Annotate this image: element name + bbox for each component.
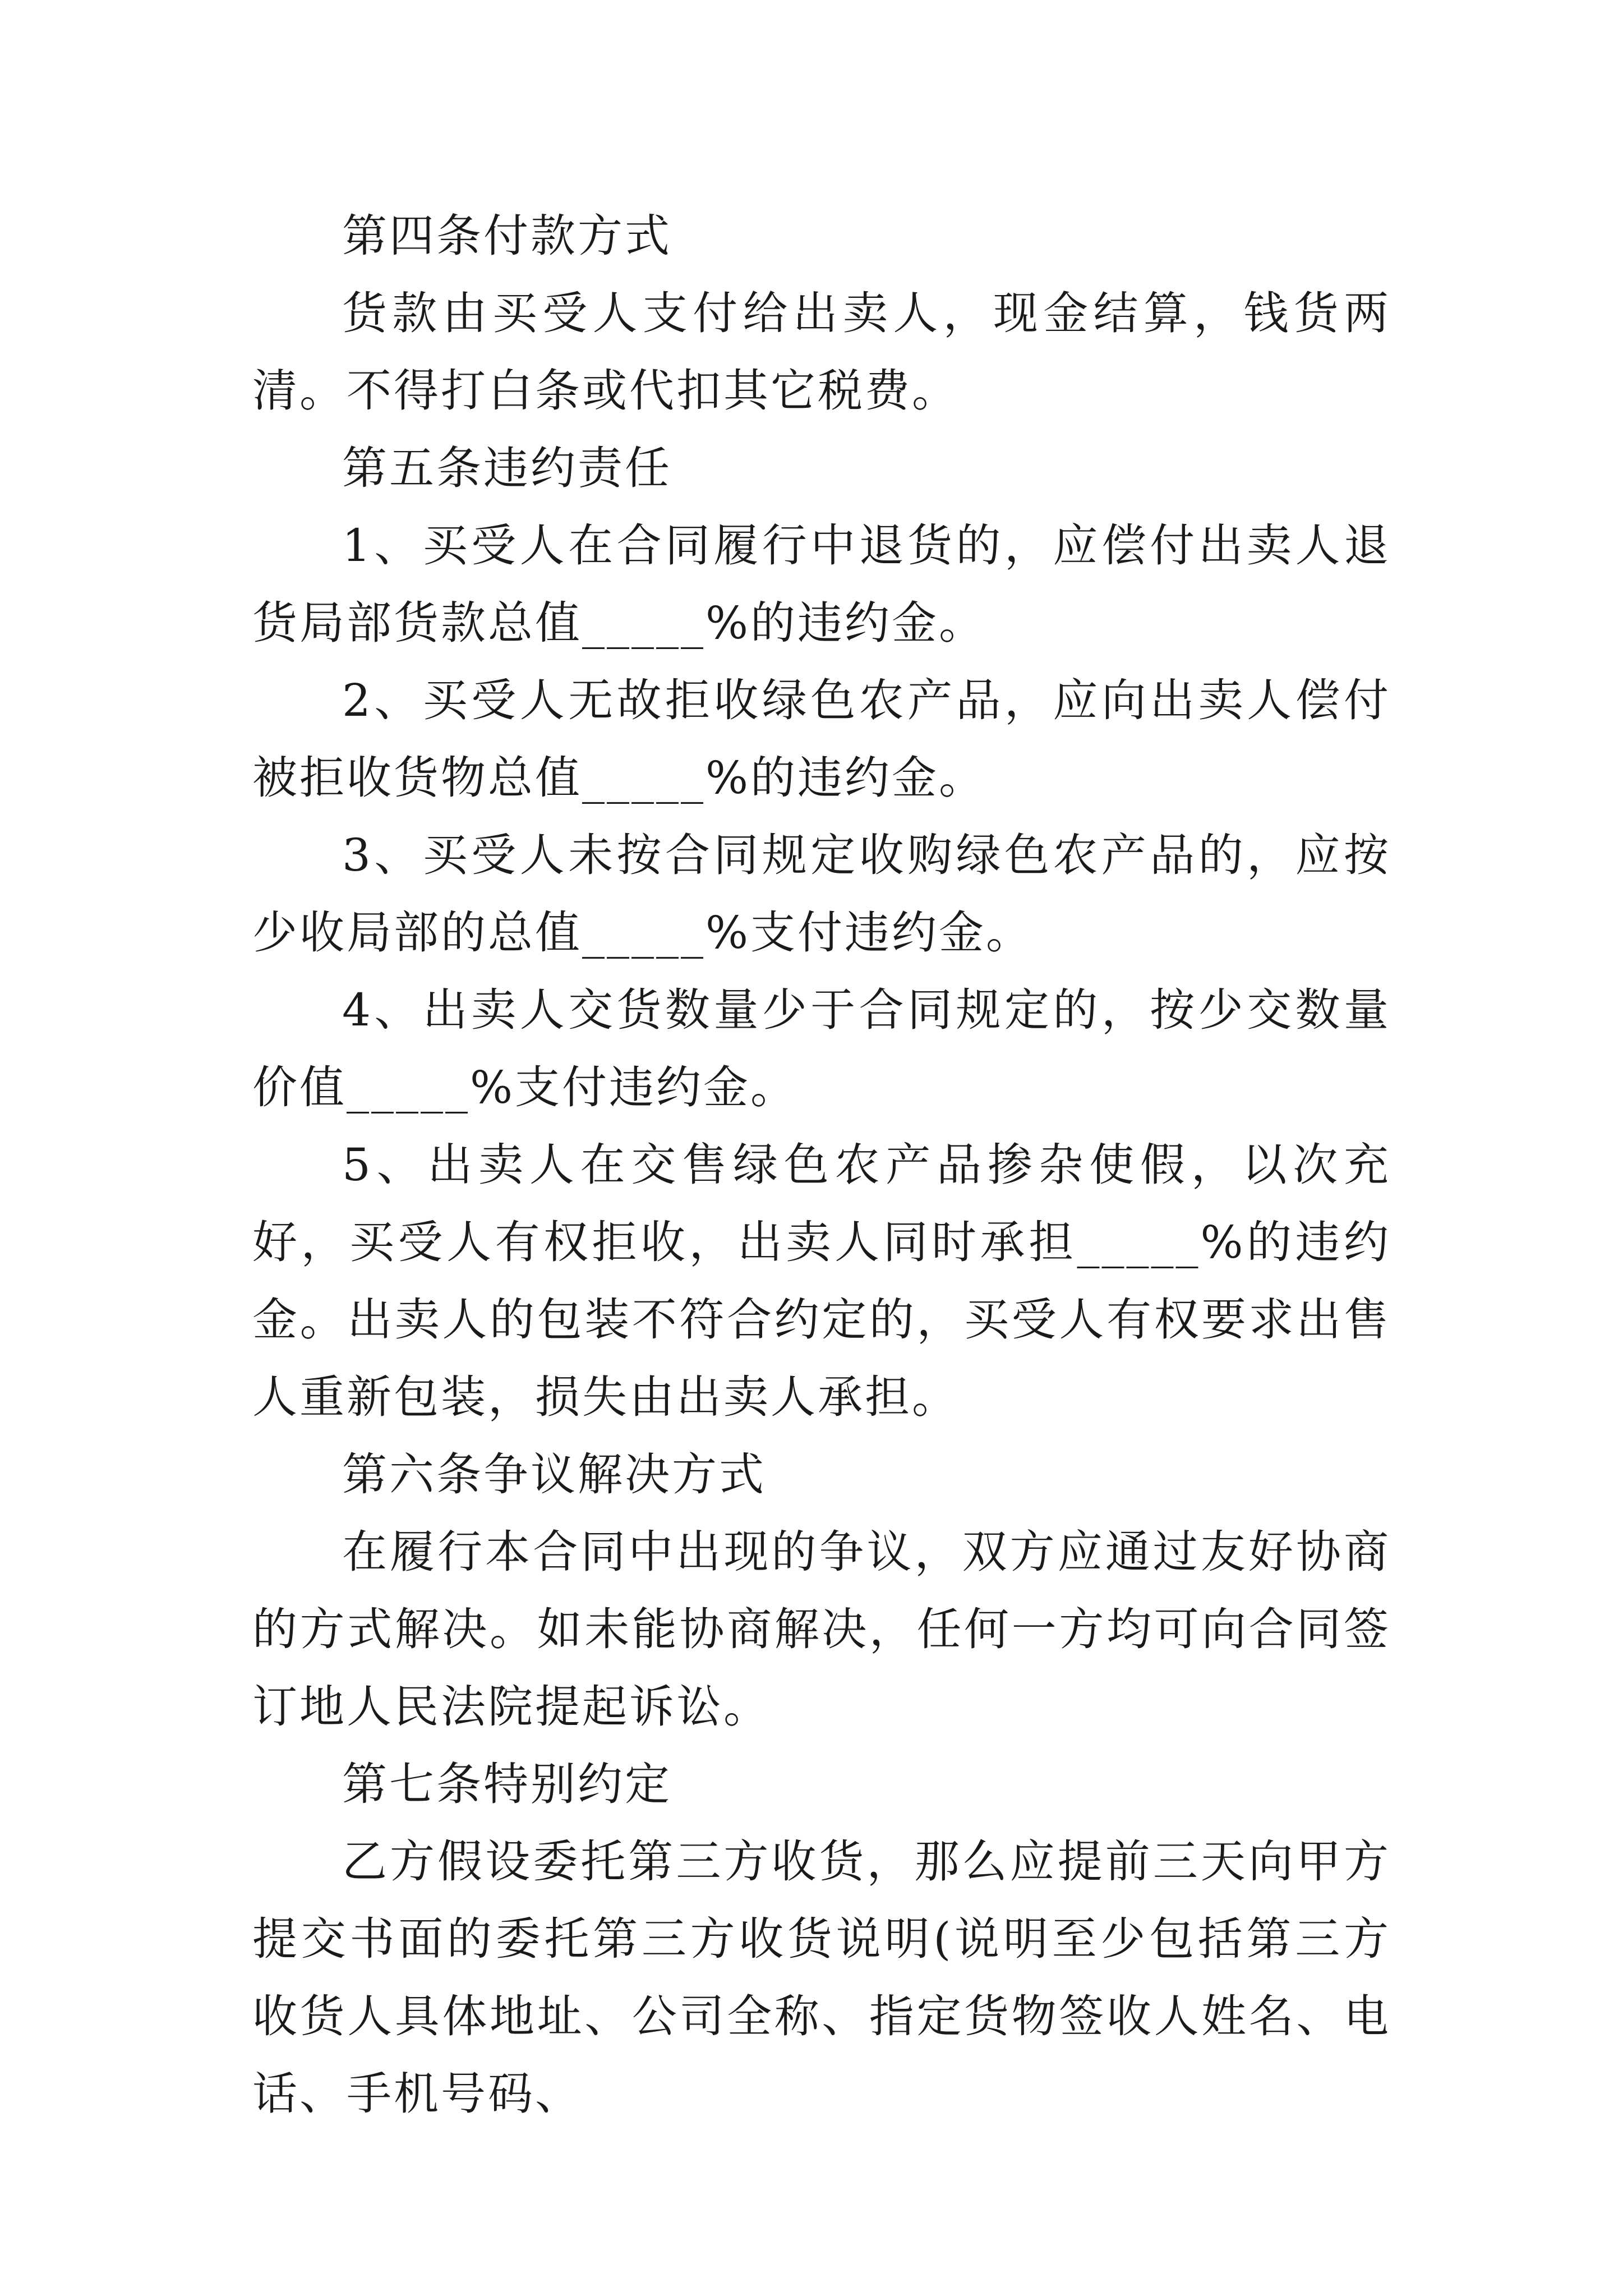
liability-item-4: 4、出卖人交货数量少于合同规定的，按少交数量价值_____%支付违约金。 xyxy=(252,984,1391,1114)
paragraph-dispute: 在履行本合同中出现的争议，双方应通过友好协商的方式解决。如未能协商解决，任何一方均可向合同签订地人民法院提起诉讼。 xyxy=(252,1526,1391,1733)
paragraph-payment: 货款由买受人支付给出卖人，现金结算，钱货两清。不得打白条或代扣其它税费。 xyxy=(252,287,1391,417)
liability-item-2: 2、买受人无故拒收绿色农产品，应向出卖人偿付被拒收货物总值_____%的违约金。 xyxy=(252,674,1391,804)
section-heading-payment: 第四条付款方式 xyxy=(342,210,672,262)
liability-item-1: 1、买受人在合同履行中退货的，应偿付出卖人退货局部货款总值_____%的违约金。 xyxy=(252,519,1391,649)
section-heading-special: 第七条特别约定 xyxy=(342,1758,672,1810)
document-body xyxy=(252,197,1391,2133)
paragraph-special: 乙方假设委托第三方收货，那么应提前三天向甲方提交书面的委托第三方收货说明(说明至少包括第三方收货人具体地址、公司全称、指定货物签收人姓名、电话、手机号码、 xyxy=(252,1835,1391,2120)
section-heading-dispute: 第六条争议解决方式 xyxy=(342,1448,766,1501)
liability-item-5: 5、出卖人在交售绿色农产品掺杂使假，以次充好，买受人有权拒收，出卖人同时承担_____%的违约金。出卖人的包装不符合约定的，买受人有权要求出售人重新包装，损失由出卖人承担。 xyxy=(252,1139,1391,1423)
section-heading-liability: 第五条违约责任 xyxy=(342,442,672,494)
liability-item-3: 3、买受人未按合同规定收购绿色农产品的，应按少收局部的总值_____%支付违约金。 xyxy=(252,829,1391,959)
